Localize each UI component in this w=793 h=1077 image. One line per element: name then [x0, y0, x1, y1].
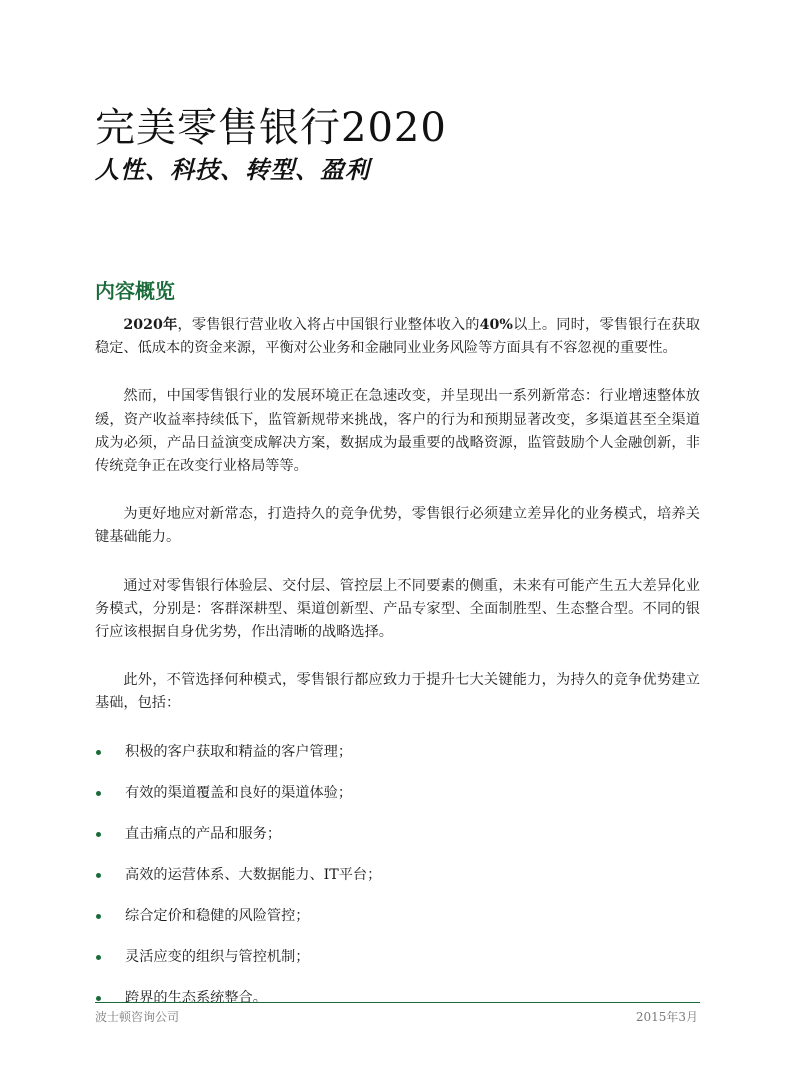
- list-item: [95, 987, 700, 1028]
- percent-bold: 40%: [479, 317, 513, 333]
- bullet-dot-icon: [96, 996, 101, 1001]
- list-item: [95, 741, 700, 782]
- list-item: [95, 823, 700, 864]
- footer-divider: [95, 1002, 700, 1003]
- bullet-dot-icon: [96, 791, 101, 796]
- paragraph-2: 然而，中国零售银行业的发展环境正在急速改变，并呈现出一系列新常态：行业增速整体放缓，资产收益率持续低下，监管新规带来挑战，客户的行为和预期显著改变，多渠道甚至全渠道成为必须，产品日益演变成解决方案，数据成为最重要的战略资源，监管鼓励个人金融创新，非传统竞争正在改变行业格局等等。: [95, 388, 700, 475]
- footer-date: 2015年3月: [635, 1010, 698, 1024]
- footer-publisher: 波士顿咨询公司: [95, 1010, 180, 1024]
- capability-list: [95, 741, 700, 1028]
- paragraph-1-text-b: 以上。同时，零售银行在获取稳定、低成本的资金来源，平衡对公业务和金融同业业务风险等方面具有不容忽视的重要性。: [95, 317, 700, 357]
- list-item-text: 跨界的生态系统整合。: [125, 989, 267, 1006]
- page-title: 完美零售银行2020: [95, 105, 447, 151]
- bullet-dot-icon: [96, 832, 101, 837]
- list-item-text: 积极的客户获取和精益的客户管理；: [125, 743, 353, 760]
- list-item: [95, 864, 700, 905]
- list-item: [95, 946, 700, 987]
- list-item-text: 灵活应变的组织与管控机制；: [125, 948, 310, 965]
- list-item: [95, 905, 700, 946]
- list-item-text: 综合定价和稳健的风险管控；: [125, 907, 310, 924]
- paragraph-4: 通过对零售银行体验层、交付层、管控层上不同要素的侧重，未来有可能产生五大差异化业务模式，分别是：客群深耕型、渠道创新型、产品专家型、全面制胜型、生态整合型。不同的银行应该根据自身优劣势，作出清晰的战略选择。: [95, 577, 700, 641]
- paragraph-3: 为更好地应对新常态，打造持久的竞争优势，零售银行必须建立差异化的业务模式，培养关键基础能力。: [95, 506, 700, 546]
- bullet-dot-icon: [96, 750, 101, 755]
- section-heading: 内容概览: [95, 279, 175, 303]
- list-item-text: 直击痛点的产品和服务；: [125, 825, 282, 842]
- paragraph-5: 此外，不管选择何种模式，零售银行都应致力于提升七大关键能力，为持久的竞争优势建立基础，包括：: [95, 672, 700, 712]
- bullet-dot-icon: [96, 955, 101, 960]
- list-item-text: 高效的运营体系、大数据能力、IT平台；: [125, 866, 382, 883]
- content-body: [95, 314, 700, 1028]
- year-bold: 2020年: [123, 317, 178, 333]
- list-item-text: 有效的渠道覆盖和良好的渠道体验；: [125, 784, 353, 801]
- paragraph-1-text-a: ，零售银行营业收入将占中国银行业整体收入的: [177, 317, 480, 333]
- bullet-dot-icon: [96, 873, 101, 878]
- paragraph-1: [95, 314, 700, 360]
- list-item: [95, 782, 700, 823]
- bullet-dot-icon: [96, 914, 101, 919]
- page-subtitle: 人性、科技、转型、盈利: [95, 155, 370, 184]
